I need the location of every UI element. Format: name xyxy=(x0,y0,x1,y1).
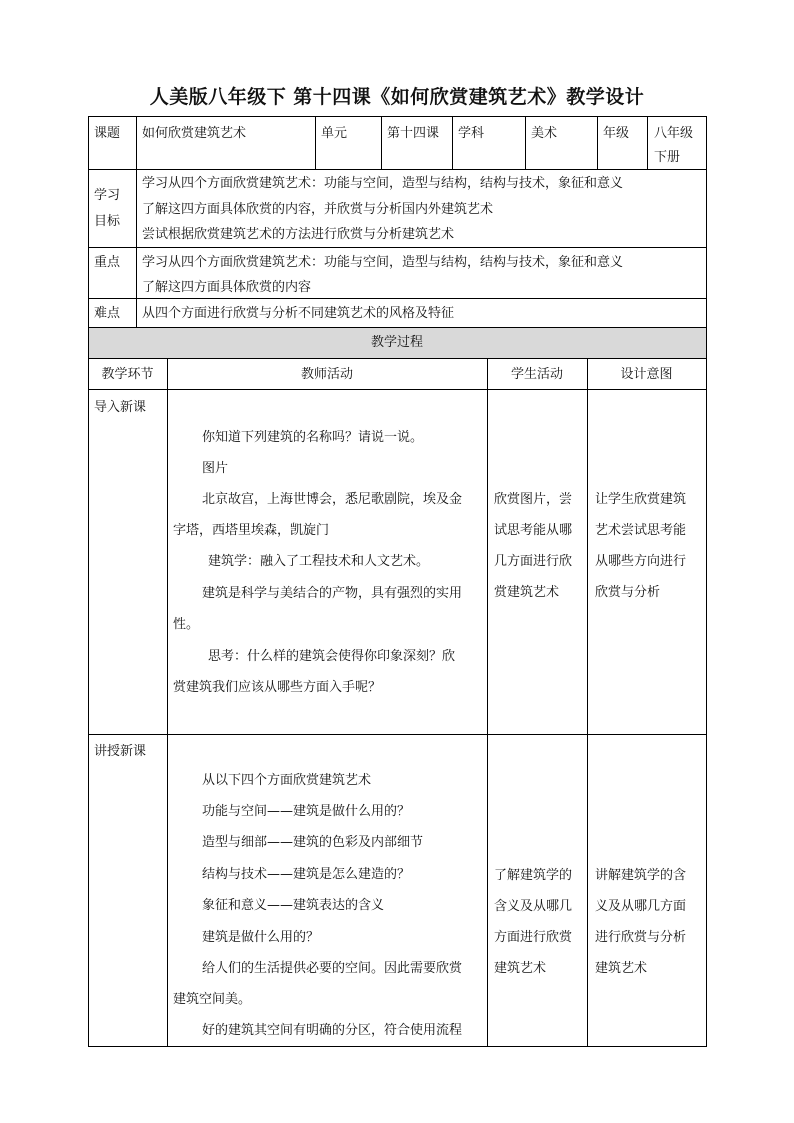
lecture-teacher-line: 从以下四个方面欣赏建筑艺术 xyxy=(202,773,372,788)
objectives-label: 学习 xyxy=(94,188,121,203)
col-divider xyxy=(597,116,598,169)
grade-label: 年级 xyxy=(603,126,630,141)
col-divider xyxy=(136,116,137,169)
row-divider xyxy=(88,169,707,170)
lecture-student-line: 方面进行欣赏 xyxy=(494,930,573,945)
table-border xyxy=(706,116,707,1047)
intro-teacher-line: 建筑是科学与美结合的产物，具有强烈的实用 xyxy=(202,586,463,601)
row-divider xyxy=(88,734,707,735)
lecture-teacher-line: 建筑是做什么用的？ xyxy=(202,930,320,945)
lecture-teacher-line: 结构与技术——建筑是怎么建造的？ xyxy=(202,867,411,882)
key-points-line: 了解这四方面具体欣赏的内容 xyxy=(142,280,312,295)
subject-value: 美术 xyxy=(531,126,558,141)
lecture-intent-line: 义及从哪几方面 xyxy=(595,899,687,914)
intro-teacher-line: 建筑学：融入了工程技术和人文艺术。 xyxy=(208,554,430,569)
col-divider xyxy=(136,169,137,327)
intro-intent-line: 让学生欣赏建筑 xyxy=(595,492,687,507)
col-divider xyxy=(167,358,168,1047)
unit-label: 单元 xyxy=(321,126,348,141)
table-border xyxy=(88,116,89,1047)
column-header-intent: 设计意图 xyxy=(620,367,673,382)
intro-intent-line: 欣赏与分析 xyxy=(595,585,661,600)
intro-student-line: 赏建筑艺术 xyxy=(494,585,560,600)
lecture-intent-line: 讲解建筑学的含 xyxy=(595,868,687,883)
lecture-teacher-line: 造型与细部——建筑的色彩及内部细节 xyxy=(202,835,424,850)
difficulty-text: 从四个方面进行欣赏与分析不同建筑艺术的风格及特征 xyxy=(142,306,455,321)
lecture-teacher-line: 象征和意义——建筑表达的含义 xyxy=(202,898,385,913)
lecture-student-line: 含义及从哪几 xyxy=(494,899,573,914)
row-divider xyxy=(88,298,707,299)
grade-value: 八年级 xyxy=(654,126,694,141)
col-divider xyxy=(452,116,453,169)
row-divider xyxy=(88,327,707,328)
lecture-stage: 讲授新课 xyxy=(94,744,147,759)
intro-teacher-line: 你知道下列建筑的名称吗？请说一说。 xyxy=(202,430,424,445)
key-points-line: 学习从四个方面欣赏建筑艺术：功能与空间，造型与结构，结构与技术，象征和意义 xyxy=(142,255,624,270)
unit-value: 第十四课 xyxy=(387,126,440,141)
row-divider xyxy=(88,389,707,390)
objectives-line: 学习从四个方面欣赏建筑艺术：功能与空间，造型与结构，结构与技术，象征和意义 xyxy=(142,176,624,191)
lecture-teacher-line: 给人们的生活提供必要的空间。因此需要欣赏 xyxy=(202,961,463,976)
col-divider xyxy=(647,116,648,169)
intro-student-line: 欣赏图片，尝 xyxy=(494,492,573,507)
grade-value: 下册 xyxy=(654,150,681,165)
intro-student-line: 试思考能从哪 xyxy=(494,523,573,538)
course-label: 课题 xyxy=(94,126,121,141)
column-header-stage: 教学环节 xyxy=(101,367,154,382)
col-divider xyxy=(587,358,588,1047)
intro-intent-line: 艺术尝试思考能 xyxy=(595,523,687,538)
objectives-label: 目标 xyxy=(94,214,121,229)
intro-teacher-line: 赏建筑我们应该从哪些方面入手呢？ xyxy=(173,680,382,695)
intro-intent-line: 从哪些方向进行 xyxy=(595,554,687,569)
intro-teacher-line: 图片 xyxy=(202,461,229,476)
col-divider xyxy=(525,116,526,169)
process-header: 教学过程 xyxy=(370,335,423,350)
table-border xyxy=(88,116,707,117)
col-divider xyxy=(487,358,488,1047)
intro-student-line: 几方面进行欣 xyxy=(494,554,573,569)
lecture-teacher-line: 建筑空间美。 xyxy=(173,992,252,1007)
lecture-student-line: 了解建筑学的 xyxy=(494,868,573,883)
intro-teacher-line: 性。 xyxy=(173,617,200,632)
table-border xyxy=(88,1046,707,1047)
intro-stage: 导入新课 xyxy=(94,400,147,415)
lecture-intent-line: 建筑艺术 xyxy=(595,961,648,976)
key-points-label: 重点 xyxy=(94,255,121,270)
intro-teacher-line: 思考：什么样的建筑会使得你印象深刻？欣 xyxy=(208,649,456,664)
course-value: 如何欣赏建筑艺术 xyxy=(142,126,247,141)
column-header-teacher: 教师活动 xyxy=(300,367,353,382)
row-divider xyxy=(88,358,707,359)
col-divider xyxy=(315,116,316,169)
col-divider xyxy=(381,116,382,169)
intro-teacher-line: 北京故宫，上海世博会，悉尼歌剧院，埃及金 xyxy=(202,492,463,507)
objectives-line: 了解这四方面具体欣赏的内容，并欣赏与分析国内外建筑艺术 xyxy=(142,202,494,217)
column-header-student: 学生活动 xyxy=(510,367,563,382)
difficulty-label: 难点 xyxy=(94,306,121,321)
row-divider xyxy=(88,247,707,248)
lecture-student-line: 建筑艺术 xyxy=(494,961,547,976)
intro-teacher-line: 字塔，西塔里埃森，凯旋门 xyxy=(173,523,330,538)
lecture-teacher-line: 好的建筑其空间有明确的分区，符合使用流程 xyxy=(202,1023,463,1038)
subject-label: 学科 xyxy=(458,126,485,141)
objectives-line: 尝试根据欣赏建筑艺术的方法进行欣赏与分析建筑艺术 xyxy=(142,227,455,242)
lecture-teacher-line: 功能与空间——建筑是做什么用的？ xyxy=(202,804,411,819)
lecture-intent-line: 进行欣赏与分析 xyxy=(595,930,687,945)
page-title: 人美版八年级下 第十四课《如何欣赏建筑艺术》教学设计 xyxy=(149,86,645,108)
